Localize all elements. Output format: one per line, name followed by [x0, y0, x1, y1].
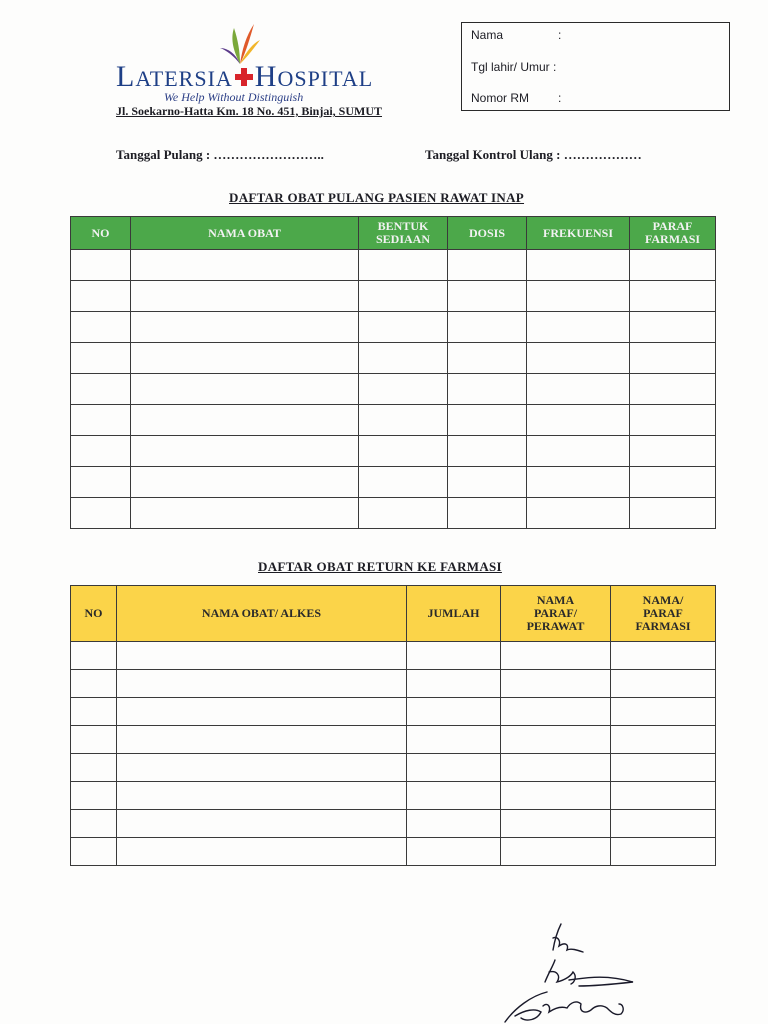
return-meds-table — [70, 585, 716, 866]
return-meds-cell[interactable] — [407, 782, 501, 810]
col-jumlah: JUMLAH — [407, 586, 501, 642]
discharge-meds-cell[interactable] — [630, 250, 716, 281]
discharge-meds-cell[interactable] — [630, 498, 716, 529]
discharge-meds-cell[interactable] — [527, 467, 630, 498]
return-meds-cell[interactable] — [407, 670, 501, 698]
return-meds-cell[interactable] — [117, 810, 407, 838]
discharge-meds-cell[interactable] — [527, 250, 630, 281]
discharge-meds-cell[interactable] — [71, 250, 131, 281]
mrn-colon: : — [558, 91, 562, 105]
discharge-meds-cell[interactable] — [131, 374, 359, 405]
red-cross-icon — [234, 67, 254, 87]
dob-label: Tgl lahir/ Umur : — [471, 60, 557, 74]
discharge-meds-cell[interactable] — [359, 281, 448, 312]
table-header-row — [71, 586, 716, 642]
return-meds-cell[interactable] — [501, 670, 611, 698]
discharge-meds-cell[interactable] — [448, 343, 527, 374]
return-meds-cell[interactable] — [611, 642, 716, 670]
patient-info-box — [461, 22, 730, 111]
discharge-meds-title: DAFTAR OBAT PULANG PASIEN RAWAT INAP — [229, 190, 525, 205]
table-row — [71, 312, 716, 343]
return-meds-cell[interactable] — [501, 698, 611, 726]
discharge-meds-cell[interactable] — [630, 374, 716, 405]
return-meds-cell[interactable] — [611, 670, 716, 698]
discharge-meds-cell[interactable] — [71, 405, 131, 436]
return-meds-cell[interactable] — [501, 782, 611, 810]
discharge-meds-cell[interactable] — [527, 343, 630, 374]
col-dosis: DOSIS — [448, 217, 527, 250]
return-meds-cell[interactable] — [501, 726, 611, 754]
return-meds-cell[interactable] — [501, 642, 611, 670]
col-nama-obat: NAMA OBAT — [131, 217, 359, 250]
return-meds-cell[interactable] — [407, 838, 501, 866]
discharge-meds-cell[interactable] — [71, 374, 131, 405]
return-meds-cell[interactable] — [611, 754, 716, 782]
hospital-address: Jl. Soekarno-Hatta Km. 18 No. 451, Binjai, SUMUT — [116, 104, 383, 118]
discharge-meds-cell[interactable] — [527, 281, 630, 312]
discharge-meds-cell[interactable] — [359, 343, 448, 374]
return-meds-cell[interactable] — [407, 726, 501, 754]
return-meds-cell[interactable] — [407, 698, 501, 726]
table-row — [71, 467, 716, 498]
discharge-meds-cell[interactable] — [448, 498, 527, 529]
return-meds-cell[interactable] — [117, 670, 407, 698]
discharge-meds-cell[interactable] — [448, 250, 527, 281]
table-row — [71, 250, 716, 281]
return-meds-cell[interactable] — [407, 810, 501, 838]
return-meds-cell[interactable] — [71, 782, 117, 810]
return-meds-cell[interactable] — [71, 642, 117, 670]
discharge-meds-cell[interactable] — [131, 250, 359, 281]
discharge-meds-cell[interactable] — [359, 498, 448, 529]
return-meds-cell[interactable] — [71, 726, 117, 754]
discharge-meds-cell[interactable] — [630, 436, 716, 467]
col-bentuk-sediaan: BENTUK SEDIAAN — [359, 217, 448, 250]
return-meds-cell[interactable] — [71, 838, 117, 866]
discharge-meds-cell[interactable] — [71, 436, 131, 467]
table-row — [71, 782, 716, 810]
table-row — [71, 810, 716, 838]
discharge-meds-cell[interactable] — [527, 405, 630, 436]
discharge-meds-cell[interactable] — [359, 250, 448, 281]
discharge-meds-cell[interactable] — [448, 467, 527, 498]
return-meds-cell[interactable] — [611, 726, 716, 754]
discharge-meds-cell[interactable] — [630, 343, 716, 374]
col-nama-obat-alkes: NAMA OBAT/ ALKES — [117, 586, 407, 642]
mrn-label: Nomor RM — [471, 91, 530, 105]
return-meds-cell[interactable] — [407, 642, 501, 670]
return-meds-cell[interactable] — [611, 782, 716, 810]
discharge-meds-cell[interactable] — [359, 436, 448, 467]
discharge-meds-cell[interactable] — [131, 405, 359, 436]
col-no: NO — [71, 217, 131, 250]
discharge-meds-cell[interactable] — [527, 498, 630, 529]
col-no: NO — [71, 586, 117, 642]
return-meds-cell[interactable] — [71, 810, 117, 838]
discharge-meds-cell[interactable] — [630, 467, 716, 498]
table-row — [71, 670, 716, 698]
handwritten-signature — [495, 920, 645, 1024]
discharge-meds-cell[interactable] — [131, 467, 359, 498]
discharge-meds-cell[interactable] — [131, 312, 359, 343]
table-row — [71, 726, 716, 754]
return-meds-cell[interactable] — [71, 754, 117, 782]
name-colon: : — [558, 28, 562, 42]
table-row — [71, 498, 716, 529]
discharge-meds-cell[interactable] — [448, 312, 527, 343]
return-meds-cell[interactable] — [71, 698, 117, 726]
discharge-meds-cell[interactable] — [359, 405, 448, 436]
return-meds-cell[interactable] — [117, 642, 407, 670]
return-meds-cell[interactable] — [117, 782, 407, 810]
discharge-meds-cell[interactable] — [71, 498, 131, 529]
discharge-meds-cell[interactable] — [630, 405, 716, 436]
return-meds-cell[interactable] — [501, 754, 611, 782]
return-meds-cell[interactable] — [611, 838, 716, 866]
discharge-meds-cell[interactable] — [630, 281, 716, 312]
col-nama-paraf-perawat: NAMA PARAF/ PERAWAT — [501, 586, 611, 642]
return-meds-cell[interactable] — [71, 670, 117, 698]
return-meds-cell[interactable] — [117, 698, 407, 726]
logo-wordmark: LATERSIA HOSPITAL — [116, 60, 374, 93]
discharge-meds-cell[interactable] — [448, 374, 527, 405]
discharge-meds-cell[interactable] — [448, 281, 527, 312]
discharge-meds-cell[interactable] — [448, 436, 527, 467]
col-frekuensi: FREKUENSI — [527, 217, 630, 250]
discharge-meds-cell[interactable] — [359, 467, 448, 498]
discharge-meds-cell[interactable] — [359, 374, 448, 405]
table-row — [71, 374, 716, 405]
table-row — [71, 405, 716, 436]
discharge-meds-cell[interactable] — [359, 312, 448, 343]
name-label: Nama — [471, 28, 504, 42]
return-meds-title: DAFTAR OBAT RETURN KE FARMASI — [258, 559, 502, 574]
return-meds-cell[interactable] — [407, 754, 501, 782]
tagline: We Help Without Distinguish — [164, 90, 304, 104]
table-row — [71, 281, 716, 312]
discharge-meds-cell[interactable] — [131, 436, 359, 467]
discharge-meds-cell[interactable] — [71, 343, 131, 374]
table-row — [71, 343, 716, 374]
table-row — [71, 642, 716, 670]
table-row — [71, 436, 716, 467]
return-meds-cell[interactable] — [611, 810, 716, 838]
discharge-meds-cell[interactable] — [527, 374, 630, 405]
discharge-meds-cell[interactable] — [448, 405, 527, 436]
return-meds-cell[interactable] — [501, 838, 611, 866]
table-row — [71, 754, 716, 782]
discharge-meds-cell[interactable] — [131, 498, 359, 529]
discharge-date-field: Tanggal Pulang : …………………….. — [116, 147, 324, 162]
col-paraf-farmasi: PARAF FARMASI — [630, 217, 716, 250]
discharge-meds-table — [70, 216, 716, 529]
col-nama-paraf-farmasi: NAMA/ PARAF FARMASI — [611, 586, 716, 642]
table-header-row — [71, 217, 716, 250]
discharge-meds-cell[interactable] — [527, 312, 630, 343]
discharge-meds-cell[interactable] — [71, 467, 131, 498]
table-row — [71, 838, 716, 866]
discharge-meds-cell[interactable] — [71, 281, 131, 312]
return-meds-cell[interactable] — [117, 726, 407, 754]
return-meds-cell[interactable] — [117, 754, 407, 782]
discharge-meds-cell[interactable] — [131, 343, 359, 374]
return-meds-cell[interactable] — [117, 838, 407, 866]
discharge-meds-cell[interactable] — [71, 312, 131, 343]
discharge-meds-cell[interactable] — [527, 436, 630, 467]
table-row — [71, 698, 716, 726]
discharge-meds-cell[interactable] — [131, 281, 359, 312]
return-meds-cell[interactable] — [611, 698, 716, 726]
discharge-meds-cell[interactable] — [630, 312, 716, 343]
followup-date-field: Tanggal Kontrol Ulang : ……………… — [425, 147, 642, 162]
return-meds-cell[interactable] — [501, 810, 611, 838]
